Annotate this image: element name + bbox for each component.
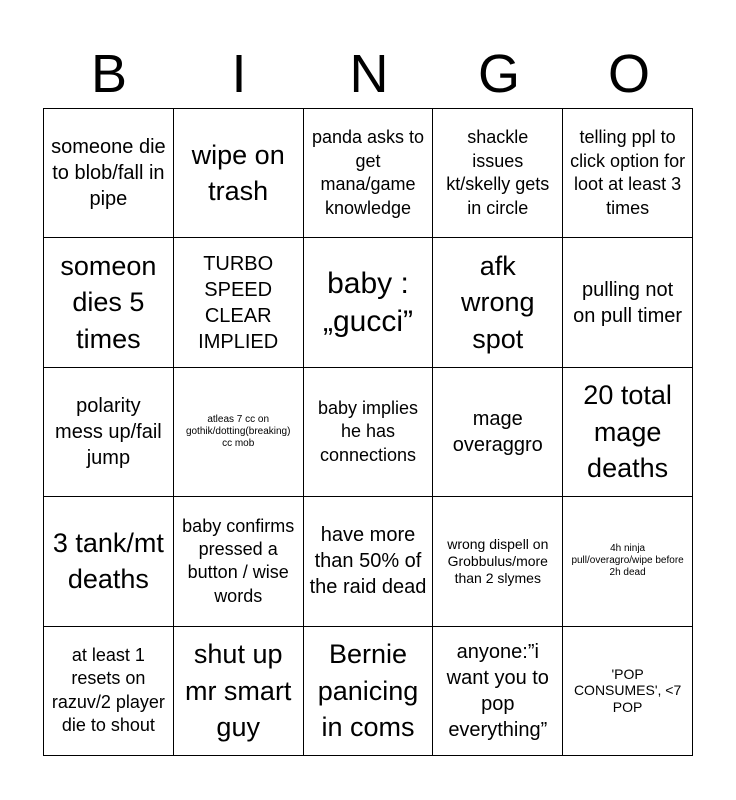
header-letter-o: O — [607, 44, 650, 104]
bingo-board — [43, 108, 693, 756]
bingo-cell-o3[interactable]: 20 total mage deaths — [563, 368, 693, 497]
bingo-cell-n5[interactable]: Bernie panicing in coms — [304, 627, 434, 756]
bingo-cell-b3[interactable]: polarity mess up/fail jump — [44, 368, 174, 497]
bingo-cell-i3[interactable]: atleas 7 cc on gothik/dotting(breaking) cc mob — [174, 368, 304, 497]
bingo-cell-g5[interactable]: anyone:”i want you to pop everything” — [433, 627, 563, 756]
bingo-cell-n3[interactable]: baby implies he has connections — [304, 368, 434, 497]
bingo-header — [44, 40, 694, 108]
bingo-cell-b1[interactable]: someone die to blob/fall in pipe — [44, 109, 174, 238]
bingo-cell-o2[interactable]: pulling not on pull timer — [563, 238, 693, 367]
header-letter-i: I — [231, 44, 247, 104]
header-letter-n: N — [349, 44, 389, 104]
bingo-cell-i2[interactable]: TURBO SPEED CLEAR IMPLIED — [174, 238, 304, 367]
bingo-cell-i4[interactable]: baby confirms pressed a button / wise words — [174, 497, 304, 626]
bingo-cell-g1[interactable]: shackle issues kt/skelly gets in circle — [433, 109, 563, 238]
bingo-cell-g3[interactable]: mage overaggro — [433, 368, 563, 497]
bingo-cell-b5[interactable]: at least 1 resets on razuv/2 player die to shout — [44, 627, 174, 756]
bingo-cell-b2[interactable]: someon dies 5 times — [44, 238, 174, 367]
bingo-cell-n2[interactable]: baby : „gucci” — [304, 238, 434, 367]
bingo-cell-i1[interactable]: wipe on trash — [174, 109, 304, 238]
bingo-cell-b4[interactable]: 3 tank/mt deaths — [44, 497, 174, 626]
bingo-cell-o1[interactable]: telling ppl to click option for loot at least 3 times — [563, 109, 693, 238]
bingo-cell-g4[interactable]: wrong dispell on Grobbulus/more than 2 slymes — [433, 497, 563, 626]
header-letter-g: G — [477, 44, 520, 104]
bingo-cell-o5[interactable]: 'POP CONSUMES', <7 POP — [563, 627, 693, 756]
header-letter-b: B — [90, 44, 128, 104]
bingo-cell-i5[interactable]: shut up mr smart guy — [174, 627, 304, 756]
bingo-cell-n1[interactable]: panda asks to get mana/game knowledge — [304, 109, 434, 238]
bingo-cell-n4[interactable]: have more than 50% of the raid dead — [304, 497, 434, 626]
bingo-cell-g2[interactable]: afk wrong spot — [433, 238, 563, 367]
bingo-cell-o4[interactable]: 4h ninja pull/overagro/wipe before 2h dead — [563, 497, 693, 626]
